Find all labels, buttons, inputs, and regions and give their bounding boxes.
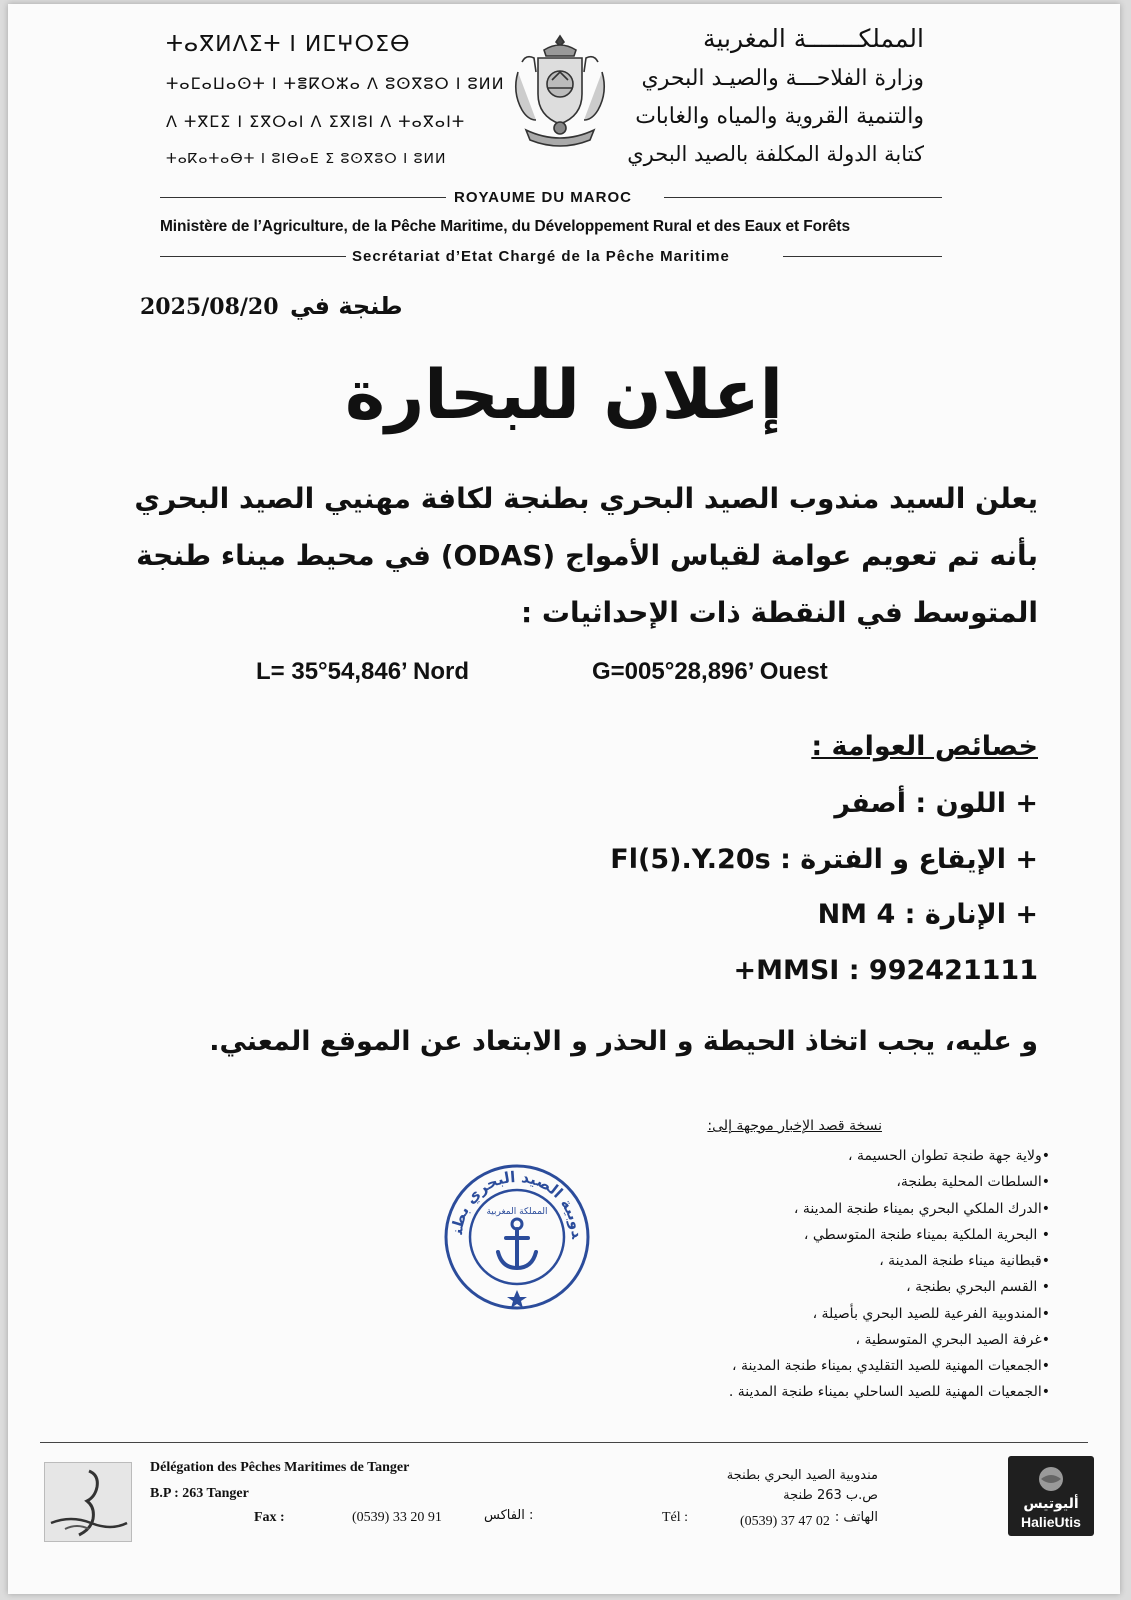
tifinagh-line-1: ⵜⴰⴳⵍⴷⵉⵜ ⵏ ⵍⵎⵖⵔⵉⴱ (166, 32, 411, 57)
stamp-inner-text: المملكة المغربية (486, 1207, 548, 1217)
copies-item: •قبطانية ميناء طنجة المدينة ، (879, 1253, 1050, 1269)
halieutis-logo-latin: HalieUtis (1021, 1514, 1081, 1530)
footer-bp: B.P : 263 Tanger (150, 1486, 249, 1501)
body-line-2: بأنه تم تعويم عوامة لقياس الأمواج (ODAS) في محيط ميناء طنجة (136, 539, 1038, 572)
conclusion-text: و عليه، يجب اتخاذ الحيطة و الحذر و الابتعاد عن الموقع المعني. (209, 1026, 1038, 1057)
stamp-outer-text: دوبية الصيد البحري بطن (448, 1168, 587, 1240)
tifinagh-line-4: ⵜⴰⴽⴰⵜⴰⴱⵜ ⵏ ⵓⵏⴱⴰⴹ ⵉ ⵓⵙⴳⵓⵔ ⵏ ⵓⵍⵍ (166, 151, 447, 167)
arabic-header-line-1: المملكـــــــة المغربية (703, 24, 924, 53)
date-place-label: طنجة في (290, 292, 403, 320)
halieutis-logo (1008, 1456, 1094, 1536)
ministere-label: Ministère de l’Agriculture, de la Pêche Maritime, du Développement Rural et des Eaux et Forêts (160, 218, 851, 235)
arabic-header-line-2: وزارة الفلاحـــة والصيـد البحري (641, 66, 924, 91)
copies-item: •الجمعيات المهنية للصيد التقليدي بميناء طنجة المدينة ، (732, 1358, 1050, 1374)
longitude-value: G=005°28,896’ Ouest (592, 658, 828, 685)
footer-fax-label: Fax : (254, 1510, 285, 1525)
feature-color: + اللون : أصفر (834, 788, 1038, 819)
tifinagh-line-2: ⵜⴰⵎⴰⵡⴰⵙⵜ ⵏ ⵜⴻⴽⵔⵣⴰ ⴷ ⵓⵙⴳⵓⵔ ⵏ ⵓⵍⵍ (166, 74, 505, 93)
copies-item: • البحرية الملكية بميناء طنجة المتوسطي ، (803, 1227, 1050, 1243)
footer-tel-label: Tél : (662, 1510, 689, 1525)
arabic-header-line-3: والتنمية القروية والمياه والغابات (635, 104, 924, 129)
secretariat-label: Secrétariat d’Etat Chargé de la Pêche Maritime (352, 248, 730, 265)
secretariat-rule-left (160, 256, 346, 257)
body-line-1: يعلن السيد مندوب الصيد البحري بطنجة لكافة مهنيي الصيد البحري (134, 482, 1038, 515)
secretariat-rule-right (783, 256, 942, 257)
copies-item: • القسم البحري بطنجة ، (906, 1279, 1050, 1295)
footer-rule (40, 1442, 1088, 1443)
copies-item: •الجمعيات المهنية للصيد الساحلي بميناء طنجة المدينة . (728, 1384, 1050, 1400)
copies-heading: نسخة قصد الإخبار موجهة إلى: (707, 1118, 882, 1134)
body-line-3: المتوسط في النقطة ذات الإحداثيات : (520, 596, 1038, 629)
feature-range: + الإنارة : 4 NM (817, 899, 1038, 930)
header-rule-right (664, 197, 942, 198)
footer-fax-number: (0539) 33 20 91 (352, 1510, 442, 1525)
feature-mmsi: MMSI : 992421111+ (733, 955, 1038, 986)
copies-item: •ولاية جهة طنجة تطوان الحسيمة ، (848, 1148, 1050, 1164)
footer-ar-bp: ص.ب 263 طنجة (783, 1488, 878, 1503)
document-date: 2025/08/20 (140, 294, 279, 320)
tifinagh-line-3: ⴷ ⵜⴳⵎⵉ ⵏ ⵉⴳⵔⴰⵏ ⴷ ⵉⴳⵏⵓⵏ ⴷ ⵜⴰⴳⴰⵏⵜ (166, 112, 466, 131)
footer-ar-delegation: مندوبية الصيد البحري بطنجة (726, 1468, 878, 1483)
header-rule-left (160, 197, 446, 198)
anchor-icon (498, 1219, 536, 1268)
official-stamp (442, 1162, 592, 1312)
copies-item: •الدرك الملكي البحري بميناء طنجة المدينة ، (793, 1201, 1050, 1217)
star-icon (507, 1290, 527, 1308)
footer-fax-label-ar: : الفاكس (484, 1508, 534, 1523)
footer-ar-tel-label: الهاتف : (834, 1510, 878, 1525)
coat-of-arms-emblem (504, 32, 616, 156)
document-page (8, 4, 1120, 1594)
royaume-label: ROYAUME DU MAROC (454, 189, 632, 206)
copies-item: •غرفة الصيد البحري المتوسطية ، (855, 1332, 1050, 1348)
footer-tel-number: (0539) 37 47 02 (740, 1514, 830, 1529)
footer-delegation: Délégation des Pêches Maritimes de Tanger (150, 1460, 410, 1475)
features-heading: خصائص العوامة : (811, 731, 1038, 762)
copies-item: •المندوبية الفرعية للصيد البحري بأصيلة ، (812, 1306, 1050, 1322)
feature-rhythm: + الإيقاع و الفترة : Fl(5).Y.20s (610, 844, 1038, 875)
delegation-logo (44, 1462, 132, 1542)
copies-item: •السلطات المحلية بطنجة، (896, 1174, 1050, 1190)
page-title: إعلان للبحارة (345, 356, 783, 435)
latitude-value: L= 35°54,846’ Nord (256, 658, 470, 685)
halieutis-logo-ar: أليوتيس (1023, 1496, 1079, 1512)
arabic-header-line-4: كتابة الدولة المكلفة بالصيد البحري (627, 142, 924, 166)
